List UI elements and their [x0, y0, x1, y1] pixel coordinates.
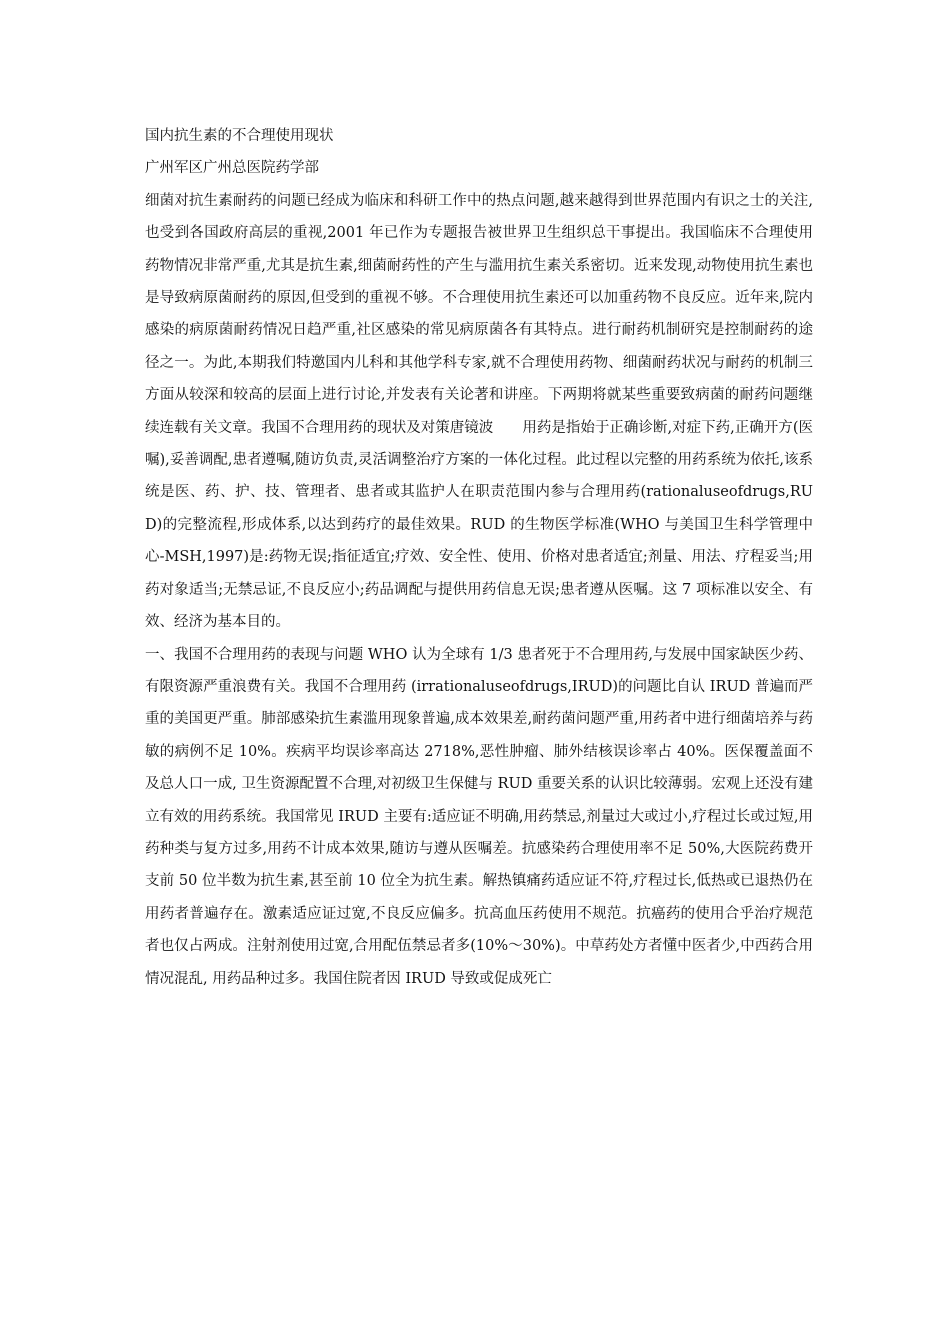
body-paragraph-1: 细菌对抗生素耐药的问题已经成为临床和科研工作中的热点问题,越来越得到世界范围内有识之士的关注,也受到各国政府高层的重视,2001 年已作为专题报告被世界卫生组织总干事提出。我国临床不合理使用药物情况非常严重,尤其是抗生素,细菌耐药性的产生与滥用抗生素关系密切。近来发现,动物使用抗生素也是导致病原菌耐药的原因,但受到的重视不够。不合理使用抗生素还可以加重药物不良反应。近年来,院内感染的病原菌耐药情况日趋严重,社区感染的常见病原菌各有其特点。进行耐药机制研究是控制耐药的途径之一。为此,本期我们特邀国内儿科和其他学科专家,就不合理使用药物、细菌耐药状况与耐药的机制三方面从较深和较高的层面上进行讨论,并发表有关论著和讲座。下两期将就某些重要致病菌的耐药问题继续连载有关文章。我国不合理用药的现状及对策唐镜波 用药是指始于正确诊断,对症下药,正确开方(医嘱),妥善调配,患者遵嘱,随访负责,灵活调整治疗方案的一体化过程。此过程以完整的用药系统为依托,该系统是医、药、护、技、管理者、患者或其监护人在职责范围内参与合理用药(rationaluseofdrugs,RUD)的完整流程,形成体系,以达到药疗的最佳效果。RUD 的生物医学标准(WHO 与美国卫生科学管理中心-MSH,1997)是:药物无误;指征适宜;疗效、安全性、使用、价格对患者适宜;剂量、用法、疗程妥当;用药对象适当;无禁忌证,不良反应小;药品调配与提供用药信息无误;患者遵从医嘱。这 7 项标准以安全、有效、经济为基本目的。 [145, 192, 813, 631]
body-paragraph-2: 一、我国不合理用药的表现与问题 WHO 认为全球有 1/3 患者死于不合理用药,与发展中国家缺医少药、有限资源严重浪费有关。我国不合理用药 (irrationaluseofdrugs,IRUD)的问题比自认 IRUD 普遍而严重的美国更严重。肺部感染抗生素滥用现象普遍,成本效果差,耐药菌问题严重,用药者中进行细菌培养与药敏的病例不足 10%。疾病平均误诊率高达 2718%,恶性肿瘤、肺外结核误诊率占 40%。医保覆盖面不及总人口一成, 卫生资源配置不合理,对初级卫生保健与 RUD 重要关系的认识比较薄弱。宏观上还没有建立有效的用药系统。我国常见 IRUD 主要有:适应证不明确,用药禁忌,剂量过大或过小,疗程过长或过短,用药种类与复方过多,用药不计成本效果,随访与遵从医嘱差。抗感染药合理使用率不足 50%,大医院药费开支前 50 位半数为抗生素,甚至前 10 位全为抗生素。解热镇痛药适应证不符,疗程过长,低热或已退热仍在用药者普遍存在。激素适应证过宽,不良反应偏多。抗高血压药使用不规范。抗癌药的使用合乎治疗规范者也仅占两成。注射剂使用过宽,合用配伍禁忌者多(10%～30%)。中草药处方者懂中医者少,中西药合用情况混乱, 用药品种过多。我国住院者因 IRUD 导致或促成死亡 [145, 646, 813, 987]
document-title: 国内抗生素的不合理使用现状 [145, 128, 334, 144]
document-body [145, 120, 813, 995]
author-affiliation: 广州军区广州总医院药学部 [145, 160, 319, 177]
